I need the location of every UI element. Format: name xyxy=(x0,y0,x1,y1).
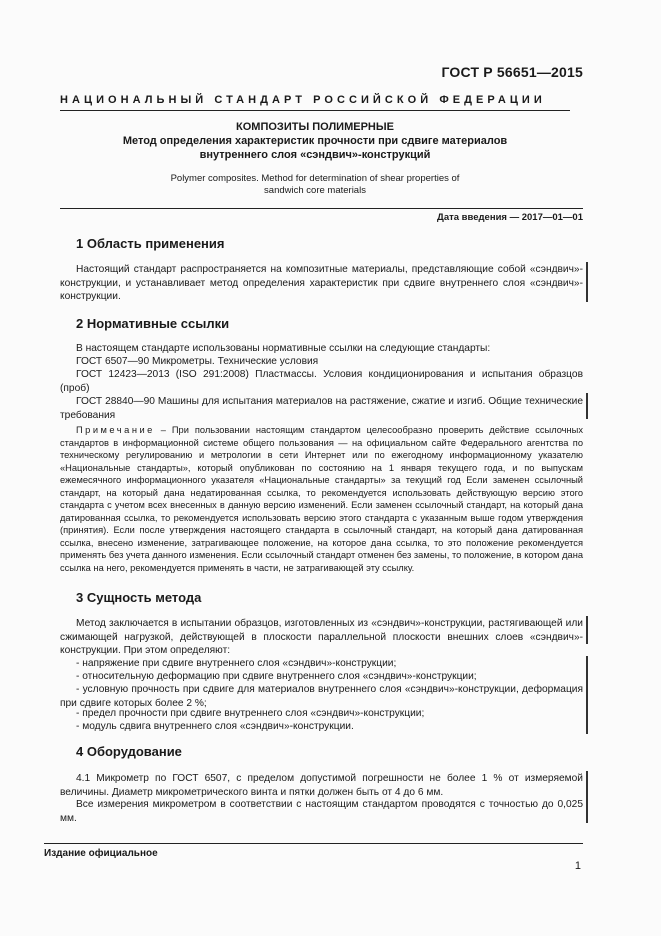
subtitle-line-1: Метод определения характеристик прочности при сдвиге материалов xyxy=(122,135,508,147)
date-rule xyxy=(60,208,583,209)
english-title xyxy=(60,173,570,197)
list-item: - относительную деформацию при сдвиге внутреннего слоя «сэндвич»-конструкции; xyxy=(76,671,477,682)
note-paragraph xyxy=(60,424,583,574)
page-number: 1 xyxy=(574,860,581,872)
note-label: Примечание xyxy=(76,425,155,435)
change-bar xyxy=(586,656,588,734)
footer-rule xyxy=(44,843,583,844)
section-3-heading: 3 Сущность метода xyxy=(76,590,202,605)
section-4-paragraph-1: 4.1 Микрометр по ГОСТ 6507, с пределом допустимой погрешности не более 1 % от измеряемой величины. Диаметр микрометрического винта и пятки должен быть от 4 до 6 мм. xyxy=(60,773,583,798)
section-1-text: Настоящий стандарт распространяется на композитные материалы, представляющие собой «сэндвич»-конструкции, и устанавливает метод определения характеристик при сдвиге внутреннего слоя «сэндвич»-конструкции. xyxy=(60,264,583,302)
subtitle-line-2: внутреннего слоя «сэндвич»-конструкций xyxy=(199,149,431,161)
english-title-line-1: Polymer composites. Method for determination of shear properties of xyxy=(170,173,460,184)
edition-label: Издание официальное xyxy=(44,848,158,859)
section-1-heading: 1 Область применения xyxy=(76,236,225,251)
section-4-heading: 4 Оборудование xyxy=(76,744,182,759)
note-text: – При пользовании настоящим стандартом целесообразно проверить действие ссылочных стандартов в информационной системе общего пользования — на официальном сайте Федерального агентства по техническому регулированию и метрологии в сети Интернет или по ежегодному информационному указателю «Национальные стандарты», который опубликован по состоянию на 1 января текущего года, и по выпускам ежемесячного информационного указателя «Национальные стандарты» за текущий год Если заменен ссылочный стандарт, на который дана недатированная ссылка, то рекомендуется использовать действующую версию этого стандарта с учетом всех внесенных в данную версию изменений. Если заменен ссылочный стандарт, на который дана датированная ссылка, то рекомендуется использовать версию этого стандарта с указанным выше годом утверждения (принятия). Если после утверждения настоящего стандарта в ссылочный стандарт, на который дана датированная ссылка, внесено изменение, затрагивающее положение, на которое дана ссылка, то это положение рекомендуется применять без учета данного изменения. Если ссылочный стандарт отменен без замены, то положение, в котором дана ссылка на него, рекомендуется применять в части, не затрагивающей эту ссылку. xyxy=(60,425,583,573)
change-bar xyxy=(586,262,588,302)
reference-gost-28840: ГОСТ 28840—90 Машины для испытания материалов на растяжение, сжатие и изгиб. Общие технические требования xyxy=(60,396,583,421)
change-bar xyxy=(586,393,588,419)
list-item: - напряжение при сдвиге внутреннего слоя «сэндвич»-конструкции; xyxy=(76,658,397,669)
section-4-paragraph-2: Все измерения микрометром в соответствии с настоящим стандартом проводятся с точностью до 0,025 мм. xyxy=(60,799,583,824)
list-item: - модуль сдвига внутреннего слоя «сэндвич»-конструкции. xyxy=(76,721,354,732)
introduction-date: Дата введения — 2017—01—01 xyxy=(437,212,583,223)
reference-gost-6507: ГОСТ 6507—90 Микрометры. Технические условия xyxy=(76,356,319,367)
reference-gost-12423: ГОСТ 12423—2013 (ISO 291:2008) Пластмассы. Условия кондиционирования и испытания образцов (проб) xyxy=(60,369,583,394)
section-2-intro: В настоящем стандарте использованы нормативные ссылки на следующие стандарты: xyxy=(76,343,491,354)
section-2-heading: 2 Нормативные ссылки xyxy=(76,316,230,331)
english-title-line-2: sandwich core materials xyxy=(264,185,366,196)
document-subtitle xyxy=(60,134,570,162)
standard-number: ГОСТ Р 56651—2015 xyxy=(441,64,583,80)
header-rule xyxy=(60,110,570,111)
document-title: КОМПОЗИТЫ ПОЛИМЕРНЫЕ xyxy=(236,121,394,133)
list-item: - условную прочность при сдвиге для материалов внутреннего слоя «сэндвич»-конструкции, деформация при сдвиге которых более 2 %; xyxy=(60,684,583,709)
list-item: - предел прочности при сдвиге внутреннего слоя «сэндвич»-конструкции; xyxy=(76,708,425,719)
national-standard-banner: НАЦИОНАЛЬНЫЙ СТАНДАРТ РОССИЙСКОЙ ФЕДЕРАЦИИ xyxy=(60,94,546,106)
change-bar xyxy=(586,771,588,823)
section-3-text: Метод заключается в испытании образцов, изготовленных из «сэндвич»-конструкции, растягивающей или сжимающей нагрузкой, действующей в плоскости параллельной плоскости внешних слоев «сэндвич»-конструкции. При этом определяют: xyxy=(60,618,583,656)
change-bar xyxy=(586,616,588,644)
